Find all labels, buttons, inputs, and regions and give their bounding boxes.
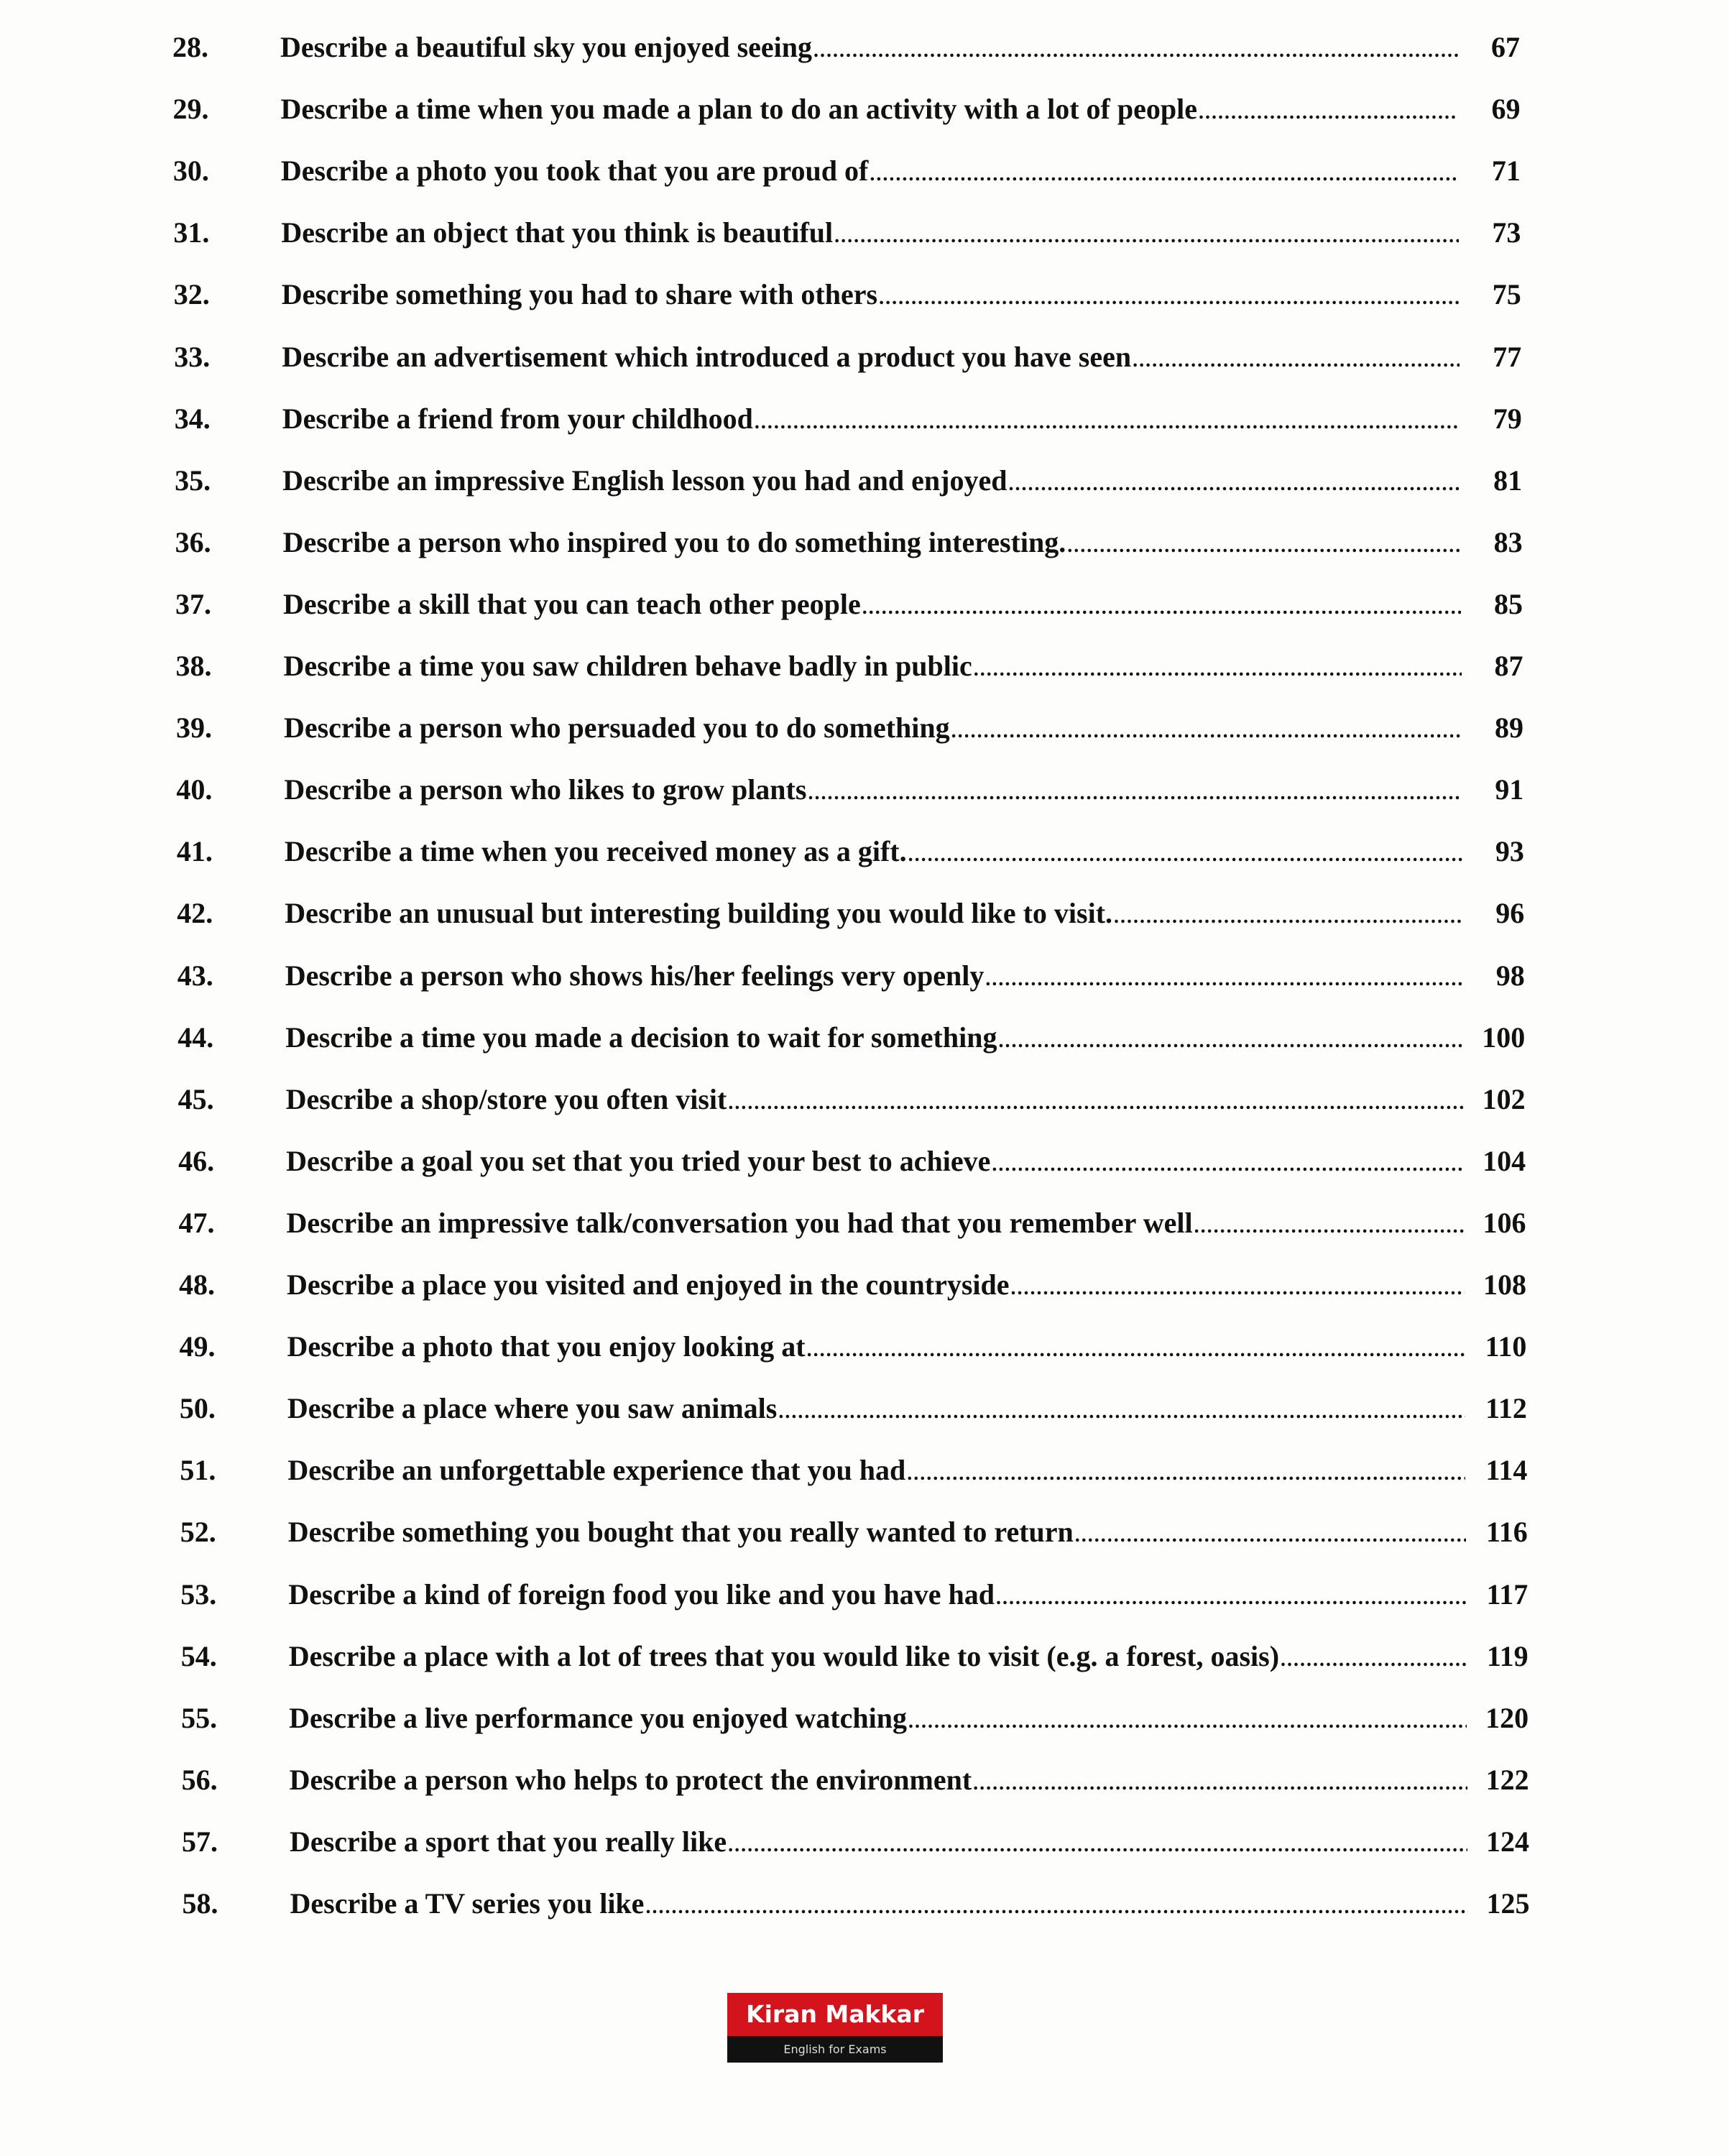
entry-title: Describe a person who helps to protect the environment — [289, 1763, 972, 1796]
entry-number: 57. — [182, 1825, 218, 1858]
entry-page-number: 124 — [1486, 1825, 1530, 1858]
entry-number: 58. — [182, 1887, 218, 1920]
entry-number: 45. — [177, 1082, 214, 1115]
entry-number: 55. — [181, 1701, 218, 1734]
entry-number: 47. — [178, 1206, 215, 1239]
dot-leader — [778, 1401, 1465, 1424]
entry-page-number: 98 — [1495, 959, 1525, 992]
toc-entry[interactable] — [172, 92, 1520, 135]
dot-leader — [879, 287, 1460, 310]
entry-title: Describe something you bought that you really wanted to return — [287, 1516, 1074, 1549]
dot-leader — [1114, 906, 1462, 929]
toc-entry[interactable] — [177, 959, 1525, 1002]
toc-entry[interactable] — [183, 1886, 1530, 1930]
dot-leader — [908, 844, 1462, 867]
logo-name: Kiran Makkar — [727, 1993, 943, 2036]
toc-entry[interactable] — [173, 154, 1521, 197]
entry-page-number: 100 — [1482, 1021, 1526, 1054]
entry-number: 50. — [179, 1392, 216, 1425]
dot-leader — [951, 720, 1462, 743]
toc-entry[interactable] — [175, 587, 1523, 630]
entry-number: 54. — [180, 1639, 217, 1672]
toc-entry[interactable] — [174, 340, 1521, 383]
entry-title: Describe an object that you think is beautiful — [281, 216, 834, 249]
entry-number: 46. — [178, 1144, 215, 1177]
entry-page-number: 116 — [1486, 1516, 1528, 1549]
toc-entry[interactable] — [181, 1701, 1529, 1744]
toc-entry[interactable] — [180, 1577, 1528, 1621]
entry-page-number: 122 — [1485, 1763, 1529, 1796]
entry-title: Describe a live performance you enjoyed watching — [289, 1701, 907, 1734]
logo-tagline: English for Exams — [727, 2036, 943, 2063]
entry-number: 29. — [172, 93, 209, 126]
dot-leader — [992, 1153, 1464, 1176]
entry-page-number: 114 — [1485, 1454, 1528, 1487]
toc-entry[interactable] — [178, 1144, 1526, 1187]
dot-leader — [1075, 1524, 1466, 1547]
dot-leader — [1281, 1649, 1467, 1672]
dot-leader — [1194, 1215, 1465, 1238]
entry-page-number: 106 — [1483, 1206, 1526, 1239]
entry-number: 30. — [172, 155, 209, 188]
entry-number: 31. — [173, 216, 210, 249]
entry-number: 48. — [179, 1268, 215, 1301]
entry-page-number: 91 — [1495, 773, 1524, 806]
toc-entry[interactable] — [173, 216, 1521, 259]
entry-title: Describe an unforgettable experience that you had — [287, 1454, 906, 1487]
dot-leader — [1011, 1277, 1465, 1300]
entry-title: Describe a person who persuaded you to do something — [283, 711, 950, 745]
dot-leader — [807, 1339, 1465, 1362]
toc-entry[interactable] — [182, 1763, 1529, 1806]
entry-number: 32. — [173, 278, 210, 311]
entry-page-number: 67 — [1491, 31, 1520, 63]
dot-leader — [870, 163, 1459, 186]
entry-title: Describe a time when you made a plan to do an activity with a lot of people — [280, 93, 1197, 126]
entry-title: Describe a place with a lot of trees that you would like to visit (e.g. a forest, oasis) — [288, 1639, 1280, 1672]
dot-leader — [862, 596, 1461, 619]
dot-leader — [808, 782, 1462, 805]
entry-number: 56. — [181, 1763, 218, 1796]
entry-title: Describe something you had to share with others — [281, 278, 878, 311]
toc-entry[interactable] — [180, 1453, 1527, 1496]
entry-number: 51. — [180, 1454, 216, 1487]
entry-title: Describe a photo you took that you are proud of — [280, 155, 869, 188]
entry-title: Describe a time when you received money as a gift. — [284, 835, 907, 868]
dot-leader — [728, 1834, 1467, 1857]
dot-leader — [907, 1462, 1465, 1485]
entry-number: 34. — [174, 402, 211, 435]
entry-number: 44. — [177, 1021, 214, 1054]
dot-leader — [973, 1772, 1467, 1795]
entry-page-number: 71 — [1491, 155, 1521, 188]
entry-title: Describe a person who likes to grow plants — [284, 773, 807, 806]
entry-page-number: 104 — [1483, 1144, 1526, 1177]
dot-leader — [1199, 101, 1458, 124]
entry-title: Describe a time you made a decision to wait for something — [285, 1021, 997, 1054]
dot-leader — [998, 1030, 1463, 1053]
dot-leader — [645, 1896, 1467, 1919]
entry-title: Describe a person who shows his/her feelings very openly — [285, 959, 985, 992]
toc-entry[interactable] — [180, 1391, 1527, 1434]
entry-page-number: 83 — [1493, 525, 1523, 558]
entry-title: Describe a person who inspired you to do something interesting. — [282, 525, 1066, 558]
entry-number: 35. — [175, 464, 211, 497]
entry-title: Describe a skill that you can teach other people — [283, 587, 861, 620]
entry-title: Describe a goal you set that you tried your best to achieve — [286, 1144, 991, 1177]
toc-entry[interactable] — [176, 649, 1523, 692]
dot-leader — [728, 1092, 1463, 1115]
toc-entry[interactable] — [175, 525, 1523, 568]
dot-leader — [996, 1587, 1466, 1610]
dot-leader — [755, 411, 1460, 434]
dot-leader — [974, 658, 1462, 681]
entry-number: 39. — [175, 711, 212, 745]
entry-title: Describe a TV series you like — [290, 1887, 645, 1920]
entry-page-number: 77 — [1493, 340, 1522, 373]
dot-leader — [1133, 349, 1460, 372]
entry-title: Describe a sport that you really like — [290, 1825, 727, 1858]
entry-title: Describe an impressive English lesson you had and enjoyed — [282, 464, 1008, 497]
entry-number: 52. — [180, 1516, 216, 1549]
toc-entry[interactable] — [179, 1268, 1526, 1311]
dot-leader — [1008, 473, 1460, 496]
toc-entry[interactable] — [177, 1021, 1525, 1064]
entry-title: Describe an impressive talk/conversation you had that you remember well — [286, 1206, 1193, 1239]
entry-title: Describe a place where you saw animals — [287, 1392, 778, 1425]
entry-page-number: 69 — [1491, 93, 1521, 126]
dot-leader — [985, 968, 1462, 991]
toc-entry[interactable] — [176, 711, 1523, 754]
entry-number: 38. — [175, 650, 212, 682]
entry-page-number: 96 — [1495, 897, 1525, 930]
entry-number: 28. — [172, 31, 208, 63]
entry-title: Describe a time you saw children behave badly in public — [283, 650, 972, 682]
entry-page-number: 87 — [1494, 650, 1523, 682]
entry-number: 40. — [176, 773, 213, 806]
dot-leader — [813, 40, 1458, 63]
toc-entry[interactable] — [174, 277, 1521, 321]
entry-number: 33. — [174, 340, 211, 373]
entry-page-number: 89 — [1494, 711, 1523, 745]
entry-page-number: 75 — [1492, 278, 1521, 311]
toc-entry[interactable] — [177, 896, 1524, 939]
entry-page-number: 79 — [1493, 402, 1522, 435]
toc-entry[interactable] — [175, 402, 1522, 445]
publisher-logo — [727, 1993, 943, 2063]
entry-page-number: 110 — [1485, 1330, 1527, 1363]
dot-leader — [834, 225, 1459, 248]
toc-entry[interactable] — [179, 1206, 1526, 1249]
entry-number: 37. — [175, 587, 212, 620]
entry-title: Describe a beautiful sky you enjoyed seeing — [280, 31, 812, 63]
entry-page-number: 117 — [1486, 1577, 1529, 1611]
entry-number: 41. — [176, 835, 213, 868]
dot-leader — [908, 1710, 1467, 1733]
entry-page-number: 93 — [1495, 835, 1524, 868]
entry-page-number: 120 — [1485, 1701, 1529, 1734]
entry-page-number: 102 — [1482, 1082, 1526, 1115]
dot-leader — [1067, 535, 1460, 558]
toc-entry[interactable] — [179, 1330, 1526, 1373]
entry-page-number: 119 — [1486, 1639, 1529, 1672]
entry-title: Describe a friend from your childhood — [282, 402, 753, 435]
toc-entry[interactable] — [177, 834, 1524, 877]
entry-page-number: 108 — [1483, 1268, 1526, 1301]
toc-entry[interactable] — [176, 773, 1523, 816]
toc-entry[interactable] — [178, 1082, 1526, 1125]
toc-entry[interactable] — [172, 30, 1520, 73]
entry-number: 53. — [180, 1577, 217, 1611]
entry-page-number: 112 — [1485, 1392, 1527, 1425]
entry-number: 36. — [175, 525, 211, 558]
entry-title: Describe an unusual but interesting building you would like to visit. — [285, 897, 1113, 930]
entry-number: 43. — [177, 959, 213, 992]
toc-entry[interactable] — [182, 1825, 1529, 1868]
entry-title: Describe a place you visited and enjoyed in the countryside — [287, 1268, 1010, 1301]
entry-title: Describe an advertisement which introduced a product you have seen — [282, 340, 1132, 373]
entry-number: 49. — [179, 1330, 216, 1363]
entry-title: Describe a kind of foreign food you like and you have had — [288, 1577, 995, 1611]
entry-title: Describe a shop/store you often visit — [285, 1082, 727, 1115]
entry-number: 42. — [177, 897, 213, 930]
entry-page-number: 81 — [1493, 464, 1523, 497]
entry-page-number: 125 — [1486, 1887, 1530, 1920]
toc-entry[interactable] — [180, 1515, 1528, 1558]
toc-entry[interactable] — [175, 464, 1522, 507]
toc-entry[interactable] — [181, 1639, 1529, 1682]
entry-title: Describe a photo that you enjoy looking at — [287, 1330, 806, 1363]
entry-page-number: 73 — [1492, 216, 1521, 249]
entry-page-number: 85 — [1494, 587, 1523, 620]
